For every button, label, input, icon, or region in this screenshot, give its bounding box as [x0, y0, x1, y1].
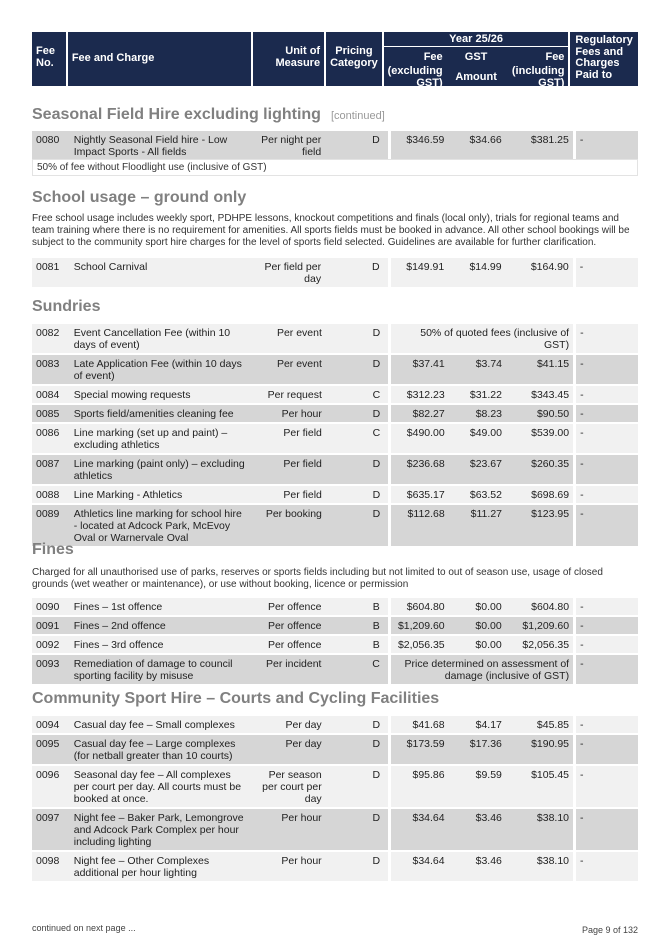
table-header	[32, 32, 638, 89]
unit-of-measure: Per event	[251, 322, 330, 353]
section-title-seasonal	[32, 106, 385, 124]
regulatory-paid-to: -	[576, 256, 638, 287]
fee-name: Line Marking - Athletics	[70, 484, 251, 503]
unit-of-measure: Per field	[251, 453, 330, 484]
unit-of-measure: Per offence	[251, 596, 330, 615]
fee-number: 0090	[32, 596, 70, 615]
header-fee-incl-sub: (including GST)	[511, 65, 565, 89]
unit-of-measure: Per offence	[251, 634, 330, 653]
regulatory-paid-to: -	[576, 353, 638, 384]
gst-amount: $31.22	[449, 384, 506, 403]
section-title-school: School usage – ground only	[32, 189, 247, 206]
unit-of-measure: Per booking	[251, 503, 330, 546]
table-row	[32, 422, 638, 453]
fee-name: Seasonal day fee – All complexes per court per day. All courts must be booked at once.	[70, 764, 251, 807]
regulatory-paid-to: -	[576, 714, 638, 733]
footer-continued: continued on next page ...	[32, 923, 136, 933]
unit-of-measure: Per hour	[251, 807, 330, 850]
pricing-category: D	[330, 733, 391, 764]
fee-number: 0094	[32, 714, 70, 733]
gst-amount: $0.00	[449, 596, 506, 615]
pricing-category: D	[330, 353, 391, 384]
gst-amount: $0.00	[449, 615, 506, 634]
unit-of-measure: Per request	[251, 384, 330, 403]
fee-number: 0096	[32, 764, 70, 807]
pricing-category: D	[329, 129, 391, 160]
fee-incl-gst: $45.85	[506, 714, 576, 733]
table-row	[32, 807, 638, 850]
table-row	[32, 615, 638, 634]
fee-incl-gst: $2,056.35	[506, 634, 576, 653]
fines-table	[32, 596, 638, 684]
pricing-category: D	[330, 322, 391, 353]
regulatory-paid-to: -	[576, 453, 638, 484]
fee-name: Line marking (set up and paint) – excluding athletics	[70, 422, 251, 453]
unit-of-measure: Per hour	[251, 403, 330, 422]
pricing-category: C	[329, 653, 390, 684]
pricing-category: D	[330, 764, 391, 807]
table-row	[32, 503, 638, 546]
fee-incl-gst: $1,209.60	[506, 615, 576, 634]
fee-name: Line marking (paint only) – excluding athletics	[70, 453, 251, 484]
fee-number: 0097	[32, 807, 70, 850]
table-row	[32, 714, 638, 733]
gst-amount: $3.46	[449, 807, 506, 850]
footer-page-number: Page 9 of 132	[581, 925, 638, 935]
table-row	[32, 764, 638, 807]
section-title-fines: Fines	[32, 541, 74, 558]
fee-number: 0088	[32, 484, 70, 503]
gst-amount: $4.17	[449, 714, 506, 733]
table-row	[32, 129, 638, 160]
fee-number: 0080	[32, 129, 70, 160]
table-row	[32, 353, 638, 384]
fee-name: Night fee – Baker Park, Lemongrove and Adcock Park Complex per hour including lighting	[70, 807, 251, 850]
gst-amount: $9.59	[449, 764, 506, 807]
fee-number: 0084	[32, 384, 70, 403]
table-row	[32, 453, 638, 484]
section-title-seasonal-text: Seasonal Field Hire excluding lighting	[32, 106, 321, 123]
school-table	[32, 256, 638, 287]
fee-excl-gst: $82.27	[391, 403, 449, 422]
fee-name: Nightly Seasonal Field hire - Low Impact Sports - All fields	[70, 129, 251, 160]
fee-excl-gst: $34.64	[391, 807, 449, 850]
fee-note: 50% of quoted fees (inclusive of GST)	[391, 322, 576, 353]
community-table	[32, 714, 638, 881]
header-fee-excl	[384, 47, 447, 89]
header-fee-excl-label: Fee	[423, 51, 443, 63]
header-fee-excl-sub: (excluding GST)	[387, 65, 443, 89]
unit-of-measure: Per offence	[251, 615, 330, 634]
regulatory-paid-to: -	[576, 850, 638, 881]
school-description: Free school usage includes weekly sport, PDHPE lessons, knockout competitions and finals (local only), trials for regional teams and team training where there is no requirement for amenities. All sports fields must be booked in advance. All other school bookings will be subject to the community sport hire charges for the level of sports field selected. Guidelines are available for further clarification.	[32, 213, 630, 248]
regulatory-paid-to: -	[576, 403, 638, 422]
table-row	[32, 596, 638, 615]
fee-incl-gst: $260.35	[506, 453, 576, 484]
regulatory-paid-to: -	[576, 503, 638, 546]
pricing-category: B	[329, 634, 390, 653]
gst-amount: $8.23	[449, 403, 506, 422]
regulatory-paid-to: -	[576, 653, 638, 684]
regulatory-paid-to: -	[576, 733, 638, 764]
gst-amount: $49.00	[449, 422, 506, 453]
header-fee-incl-label: Fee	[545, 51, 565, 63]
fee-excl-gst: $312.23	[391, 384, 449, 403]
fee-number: 0083	[32, 353, 70, 384]
unit-of-measure: Per field	[251, 484, 330, 503]
fines-description: Charged for all unauthorised use of parks, reserves or sports fields including but not limited to out of season use, usage of closed grounds (wet weather or maintenance), or use without booking, licence or permission	[32, 567, 603, 590]
regulatory-paid-to: -	[576, 634, 638, 653]
header-gst-label: GST	[464, 51, 488, 63]
header-year: Year 25/26	[384, 32, 569, 47]
unit-of-measure: Per incident	[251, 653, 330, 684]
pricing-category: D	[330, 403, 391, 422]
pricing-category: D	[330, 807, 391, 850]
fee-excl-gst: $490.00	[391, 422, 449, 453]
fee-excl-gst: $1,209.60	[391, 615, 449, 634]
fee-excl-gst: $2,056.35	[391, 634, 449, 653]
unit-of-measure: Per season per court per day	[251, 764, 330, 807]
fee-incl-gst: $343.45	[506, 384, 576, 403]
header-fee-and-charge: Fee and Charge	[68, 32, 251, 86]
fee-name: School Carnival	[70, 256, 251, 287]
fee-incl-gst: $105.45	[506, 764, 576, 807]
fee-name: Late Application Fee (within 10 days of event)	[70, 353, 251, 384]
fee-excl-gst: $34.64	[391, 850, 449, 881]
gst-amount: $3.74	[449, 353, 506, 384]
fee-name: Fines – 3rd offence	[70, 634, 251, 653]
gst-amount: $3.46	[449, 850, 506, 881]
fee-excl-gst: $41.68	[391, 714, 449, 733]
fee-name: Night fee – Other Complexes additional per hour lighting	[70, 850, 251, 881]
regulatory-paid-to: -	[576, 422, 638, 453]
fee-excl-gst: $112.68	[391, 503, 449, 546]
pricing-category: D	[330, 714, 391, 733]
regulatory-paid-to: -	[576, 484, 638, 503]
pricing-category: D	[330, 850, 391, 881]
pricing-category: D	[330, 453, 391, 484]
sundries-table	[32, 322, 638, 546]
fee-incl-gst: $41.15	[506, 353, 576, 384]
table-row	[32, 322, 638, 353]
fee-incl-gst: $38.10	[506, 850, 576, 881]
fee-schedule-page	[32, 32, 638, 879]
fee-note: Price determined on assessment of damage (inclusive of GST)	[391, 653, 576, 684]
pricing-category: B	[329, 615, 390, 634]
gst-amount: $34.66	[448, 129, 505, 160]
table-row	[32, 256, 638, 287]
fee-number: 0092	[32, 634, 70, 653]
fee-number: 0086	[32, 422, 70, 453]
table-row	[32, 403, 638, 422]
gst-amount: $11.27	[449, 503, 506, 546]
fee-excl-gst: $149.91	[391, 256, 449, 287]
fee-excl-gst: $346.59	[391, 129, 449, 160]
header-fee-no: Fee No.	[32, 32, 66, 86]
unit-of-measure: Per day	[251, 714, 330, 733]
header-regulatory: Regulatory Fees and Charges Paid to	[570, 32, 638, 86]
gst-amount: $23.67	[449, 453, 506, 484]
fee-incl-gst: $123.95	[506, 503, 576, 546]
unit-of-measure: Per day	[251, 733, 330, 764]
fee-number: 0098	[32, 850, 70, 881]
seasonal-note: 50% of fee without Floodlight use (inclusive of GST)	[32, 159, 638, 176]
regulatory-paid-to: -	[576, 384, 638, 403]
gst-amount: $63.52	[449, 484, 506, 503]
header-fee-incl	[506, 47, 569, 89]
unit-of-measure: Per night per field	[251, 129, 329, 160]
fee-name: Event Cancellation Fee (within 10 days of event)	[70, 322, 251, 353]
fee-name: Casual day fee – Large complexes (for netball greater than 10 courts)	[70, 733, 251, 764]
fee-incl-gst: $381.25	[506, 129, 576, 160]
pricing-category: D	[330, 503, 391, 546]
fee-name: Fines – 1st offence	[70, 596, 251, 615]
fee-excl-gst: $95.86	[391, 764, 449, 807]
fee-incl-gst: $604.80	[506, 596, 576, 615]
regulatory-paid-to: -	[576, 322, 638, 353]
gst-amount: $17.36	[449, 733, 506, 764]
regulatory-paid-to: -	[576, 129, 638, 160]
table-row	[32, 384, 638, 403]
gst-amount: $14.99	[448, 256, 505, 287]
section-title-community: Community Sport Hire – Courts and Cycling Facilities	[32, 690, 440, 707]
fee-name: Casual day fee – Small complexes	[70, 714, 251, 733]
fee-excl-gst: $236.68	[391, 453, 449, 484]
fee-excl-gst: $173.59	[391, 733, 449, 764]
fee-name: Special mowing requests	[70, 384, 251, 403]
fee-excl-gst: $604.80	[391, 596, 449, 615]
fee-incl-gst: $190.95	[506, 733, 576, 764]
fee-incl-gst: $698.69	[506, 484, 576, 503]
table-row	[32, 634, 638, 653]
regulatory-paid-to: -	[576, 615, 638, 634]
fee-number: 0091	[32, 615, 70, 634]
fee-number: 0085	[32, 403, 70, 422]
gst-amount: $0.00	[449, 634, 506, 653]
pricing-category: D	[329, 256, 391, 287]
section-title-sundries: Sundries	[32, 298, 101, 315]
table-row	[32, 850, 638, 881]
header-gst-sub: Amount	[455, 71, 497, 83]
fee-name: Fines – 2nd offence	[70, 615, 251, 634]
continued-label: [continued]	[330, 110, 385, 122]
fee-incl-gst: $38.10	[506, 807, 576, 850]
unit-of-measure: Per event	[251, 353, 330, 384]
unit-of-measure: Per hour	[251, 850, 330, 881]
header-year-group	[384, 32, 569, 89]
regulatory-paid-to: -	[576, 596, 638, 615]
table-row	[32, 484, 638, 503]
fee-number: 0087	[32, 453, 70, 484]
pricing-category: C	[330, 422, 391, 453]
fee-name: Remediation of damage to council sporting facility by misuse	[70, 653, 251, 684]
unit-of-measure: Per field per day	[251, 256, 329, 287]
unit-of-measure: Per field	[251, 422, 330, 453]
regulatory-paid-to: -	[576, 807, 638, 850]
fee-name: Athletics line marking for school hire - located at Adcock Park, McEvoy Oval or Warnervale Oval	[70, 503, 251, 546]
fee-number: 0095	[32, 733, 70, 764]
fee-excl-gst: $635.17	[391, 484, 449, 503]
fee-incl-gst: $90.50	[506, 403, 576, 422]
fee-incl-gst: $539.00	[506, 422, 576, 453]
pricing-category: D	[330, 484, 391, 503]
seasonal-table	[32, 129, 638, 160]
fee-name: Sports field/amenities cleaning fee	[70, 403, 251, 422]
header-pricing-category: Pricing Category	[326, 32, 382, 86]
fee-excl-gst: $37.41	[391, 353, 449, 384]
fee-number: 0082	[32, 322, 70, 353]
fee-number: 0089	[32, 503, 70, 546]
header-unit-of-measure: Unit of Measure	[253, 32, 325, 86]
regulatory-paid-to: -	[576, 764, 638, 807]
pricing-category: C	[330, 384, 391, 403]
table-row	[32, 653, 638, 684]
fee-number: 0081	[32, 256, 70, 287]
fee-number: 0093	[32, 653, 70, 684]
header-gst	[447, 47, 506, 86]
fee-incl-gst: $164.90	[506, 256, 576, 287]
table-row	[32, 733, 638, 764]
pricing-category: B	[329, 596, 390, 615]
